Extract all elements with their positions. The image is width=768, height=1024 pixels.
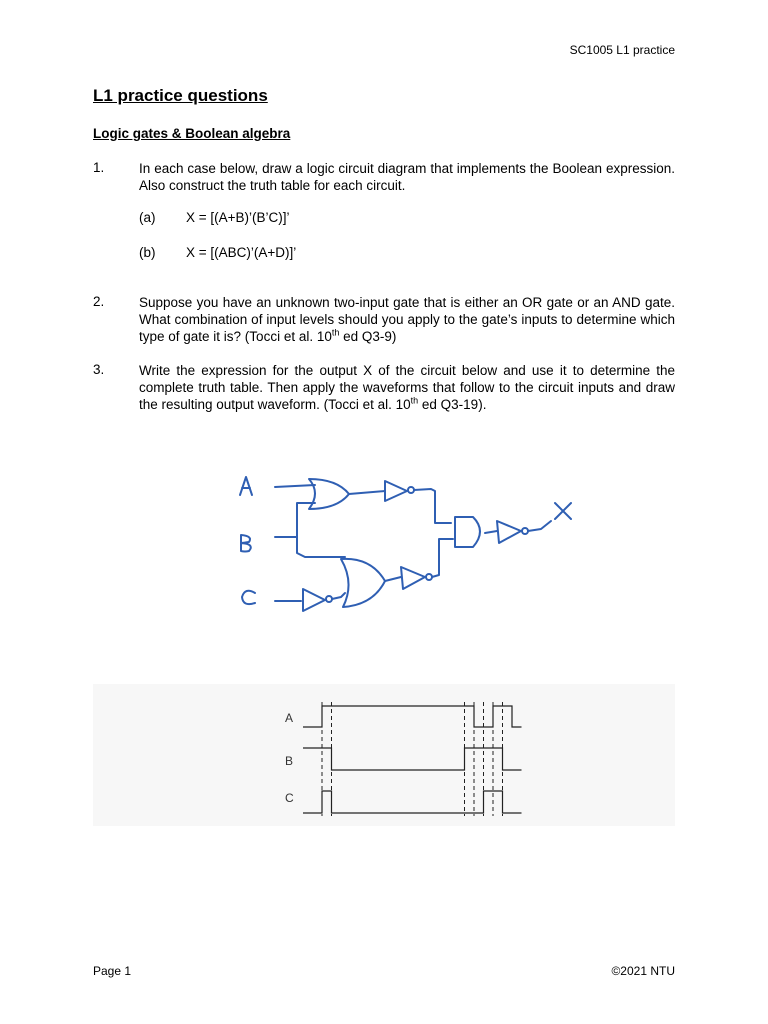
waveform-a bbox=[303, 706, 522, 727]
question-2-number: 2. bbox=[93, 294, 105, 309]
input-waveform-diagram bbox=[93, 684, 675, 826]
wire-or1-out bbox=[349, 491, 385, 494]
page-number: Page 1 bbox=[93, 964, 132, 978]
question-1b-expression: X = [(ABC)’(A+D)]’ bbox=[186, 245, 297, 260]
label-b-glyph bbox=[241, 535, 251, 552]
question-2-text: Suppose you have an unknown two-input gate that is either an OR gate or an AND gate. What combination of input levels should you apply to the gate’s inputs to determine which type of gate it is? (Tocci et al. 10th ed Q3-9) bbox=[139, 295, 675, 344]
question-1-number: 1. bbox=[93, 160, 105, 175]
page-header: SC1005 L1 practice bbox=[569, 43, 675, 57]
wire-not1-out bbox=[414, 489, 451, 523]
not-gate-2 bbox=[401, 567, 425, 589]
label-a-glyph bbox=[240, 477, 252, 495]
waveform-label-b: B bbox=[285, 754, 294, 768]
wire-and-out bbox=[485, 531, 497, 533]
or-gate-2 bbox=[341, 559, 385, 607]
question-1a-expression: X = [(A+B)’(B’C)]’ bbox=[186, 210, 290, 225]
not-gate-3 bbox=[497, 521, 521, 543]
and-gate bbox=[455, 517, 480, 547]
wire-output bbox=[528, 521, 551, 531]
question-1-text: In each case below, draw a logic circuit diagram that implements the Boolean expression. Also construct the truth table for each circuit. bbox=[139, 161, 675, 193]
wire-b-down bbox=[297, 537, 345, 557]
waveform-c bbox=[303, 791, 522, 813]
question-1a-label: (a) bbox=[139, 210, 156, 225]
copyright: ©2021 NTU bbox=[611, 964, 675, 978]
question-1b-label: (b) bbox=[139, 245, 156, 260]
wire-notc-out bbox=[332, 593, 345, 599]
waveform-label-c: C bbox=[285, 791, 294, 805]
section-heading: Logic gates & Boolean algebra bbox=[93, 126, 291, 141]
waveform-b bbox=[303, 748, 522, 770]
question-3-number: 3. bbox=[93, 362, 105, 377]
logic-circuit-diagram bbox=[225, 465, 585, 625]
waveform-label-a: A bbox=[285, 711, 294, 725]
label-c-glyph bbox=[242, 591, 255, 604]
wire-or2-out bbox=[385, 577, 401, 581]
not-gate-1 bbox=[385, 481, 407, 501]
question-3-text: Write the expression for the output X of the circuit below and use it to determine the complete truth table. Then apply the waveforms that follow to the circuit inputs and draw the resulting output waveform. (Tocci et al. 10th ed Q3-19). bbox=[139, 363, 675, 412]
label-x-glyph bbox=[555, 503, 571, 519]
page-title: L1 practice questions bbox=[93, 86, 268, 105]
wire-not2-out bbox=[432, 539, 453, 577]
or-gate-1 bbox=[309, 479, 349, 509]
wire-a bbox=[275, 485, 315, 487]
not-gate-c bbox=[303, 589, 325, 611]
